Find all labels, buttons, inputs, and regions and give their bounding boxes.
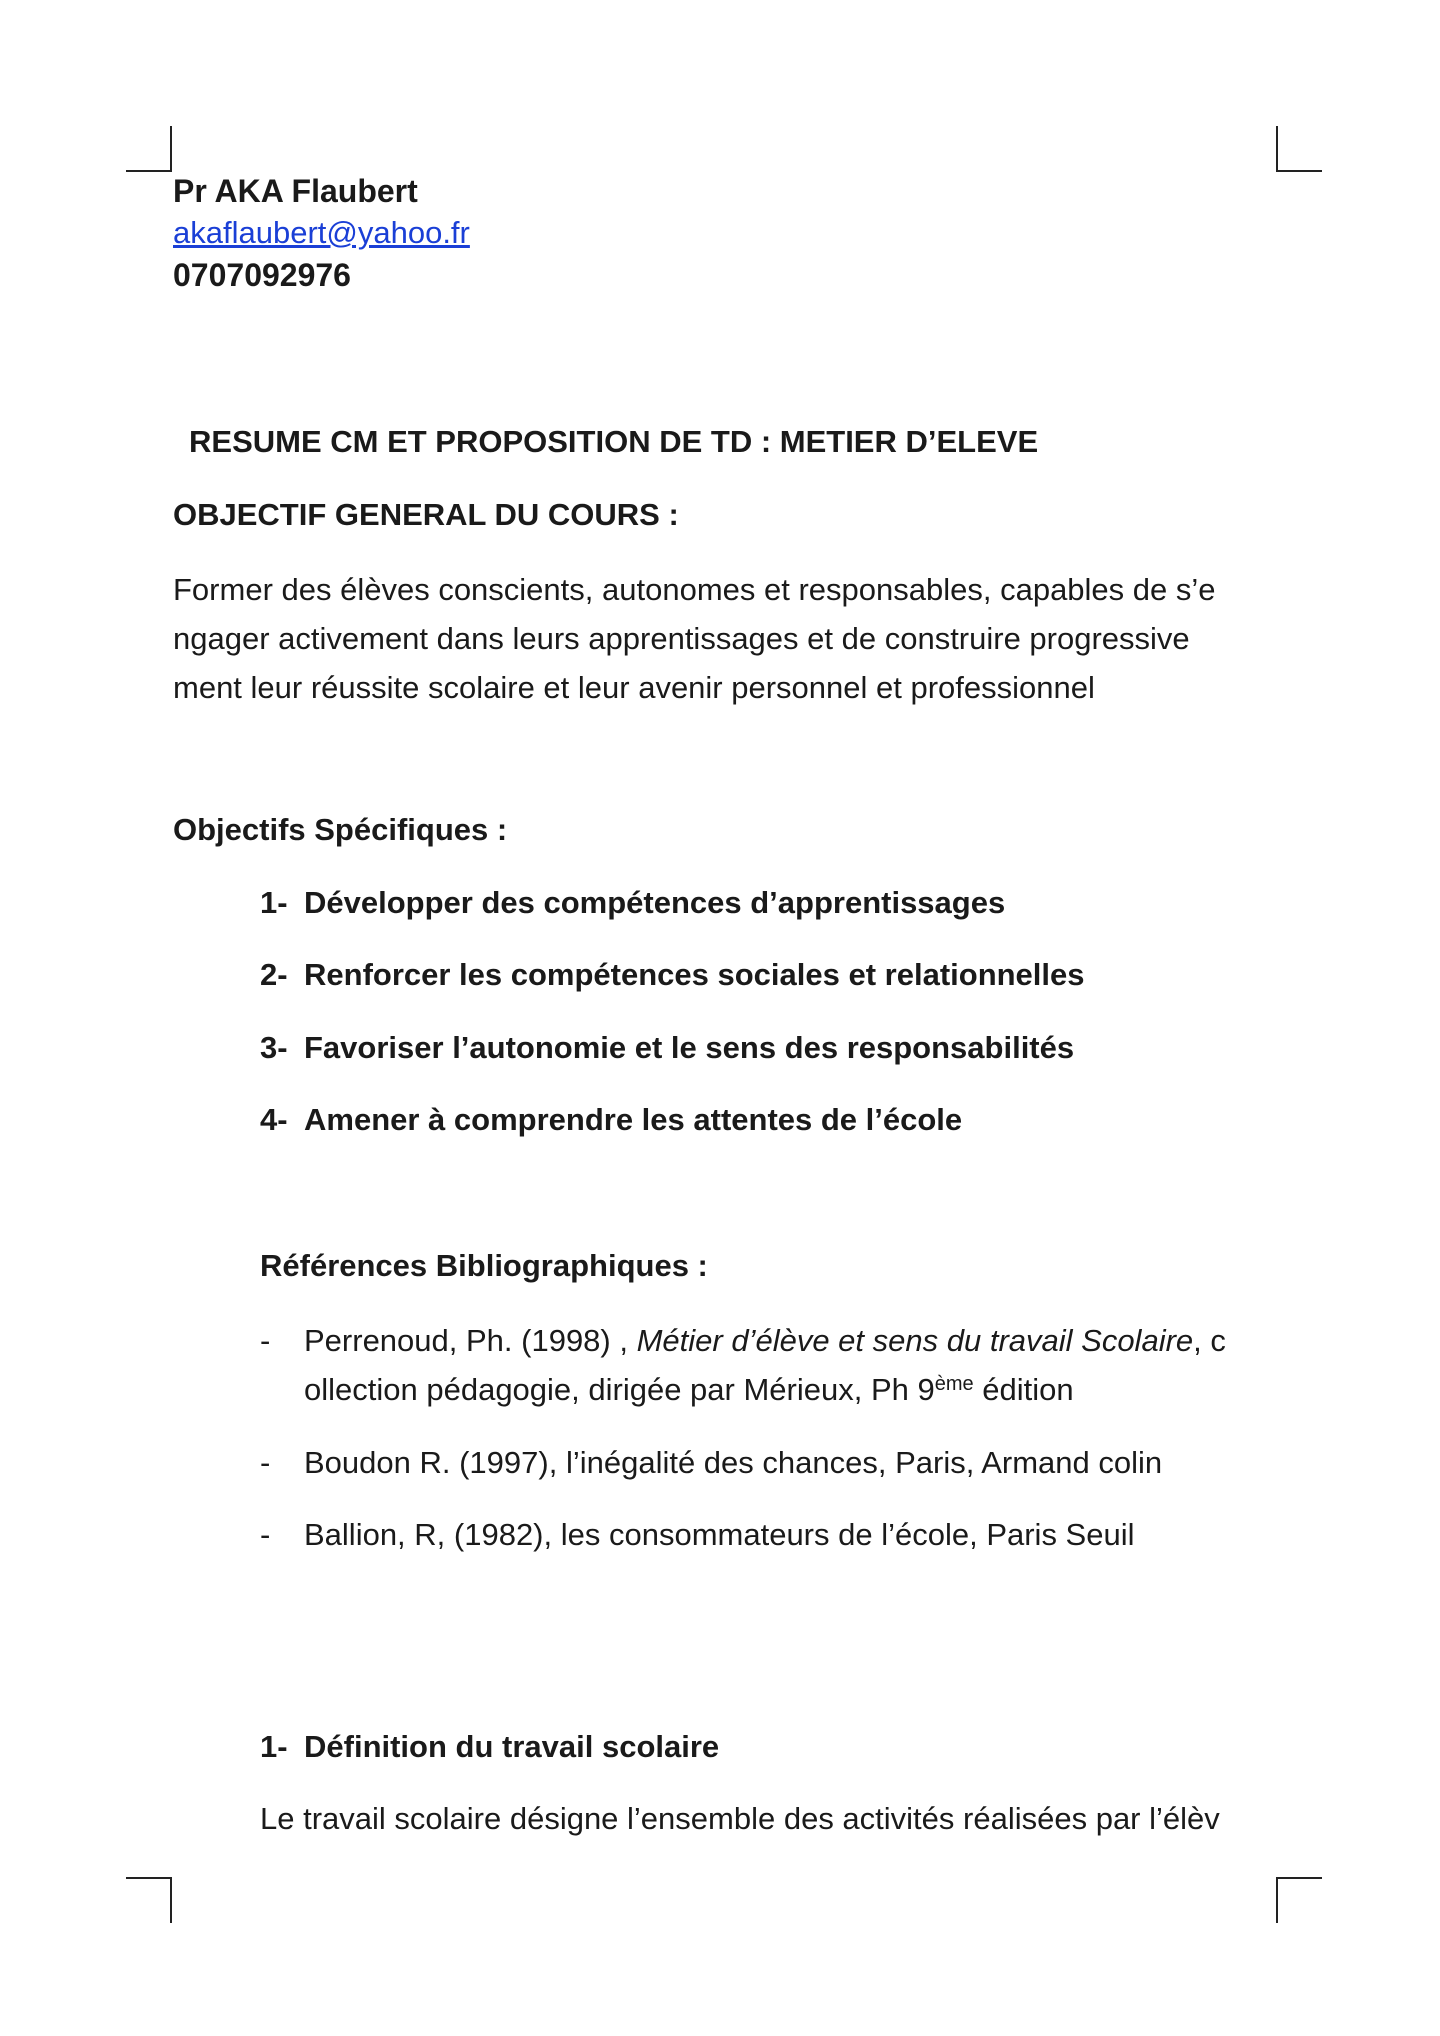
section-number: 1- (260, 1729, 288, 1764)
reference-text: Perrenoud, Ph. (1998) , (304, 1323, 637, 1358)
section-title: Définition du travail scolaire (304, 1729, 720, 1764)
reference-text: Boudon R. (1997), l’inégalité des chances, Paris, Armand colin (304, 1445, 1163, 1480)
reference-text: , c (1193, 1323, 1226, 1358)
reference-text: édition (973, 1372, 1074, 1407)
document-title: RESUME CM ET PROPOSITION DE TD : METIER D’ELEVE (189, 424, 1039, 459)
objective-text: Renforcer les compétences sociales et relationnelles (304, 957, 1085, 992)
general-objective-paragraph (173, 565, 1273, 712)
reference-text: ollection pédagogie, dirigée par Mérieux, Ph 9 (304, 1372, 935, 1407)
objective-number: 3- (260, 1030, 288, 1065)
bullet-dash: - (260, 1517, 271, 1552)
section-heading (260, 1729, 719, 1765)
author-email-link[interactable]: akaflaubert@yahoo.fr (173, 215, 470, 250)
objective-number: 4- (260, 1102, 288, 1137)
paragraph-line: Former des élèves conscients, autonomes et responsables, capables de s’e (173, 572, 1216, 607)
author-name: Pr AKA Flaubert (173, 173, 418, 209)
author-phone: 0707092976 (173, 257, 351, 293)
references-heading: Références Bibliographiques : (260, 1248, 708, 1283)
general-objective-heading: OBJECTIF GENERAL DU COURS : (173, 497, 679, 532)
objective-text: Favoriser l’autonomie et le sens des responsabilités (304, 1030, 1075, 1065)
superscript: ème (934, 1373, 974, 1395)
reference-text: Ballion, R, (1982), les consommateurs de l’école, Paris Seuil (304, 1517, 1135, 1552)
bullet-dash: - (260, 1323, 271, 1358)
objective-item (260, 1102, 962, 1138)
section-paragraph-line: Le travail scolaire désigne l’ensemble des activités réalisées par l’élèv (260, 1801, 1220, 1836)
specific-objectives-heading: Objectifs Spécifiques : (173, 812, 508, 847)
objective-item (260, 1030, 1074, 1066)
reference-title: Métier d’élève et sens du travail Scolaire (636, 1323, 1194, 1358)
objective-item (260, 885, 1005, 921)
objective-text: Développer des compétences d’apprentissages (304, 885, 1006, 920)
objective-item (260, 957, 1085, 993)
objective-text: Amener à comprendre les attentes de l’école (304, 1102, 963, 1137)
paragraph-line: ment leur réussite scolaire et leur avenir personnel et professionnel (173, 670, 1095, 705)
paragraph-line: ngager activement dans leurs apprentissages et de construire progressive (173, 621, 1190, 656)
bullet-dash: - (260, 1445, 271, 1480)
objective-number: 2- (260, 957, 288, 992)
objective-number: 1- (260, 885, 288, 920)
